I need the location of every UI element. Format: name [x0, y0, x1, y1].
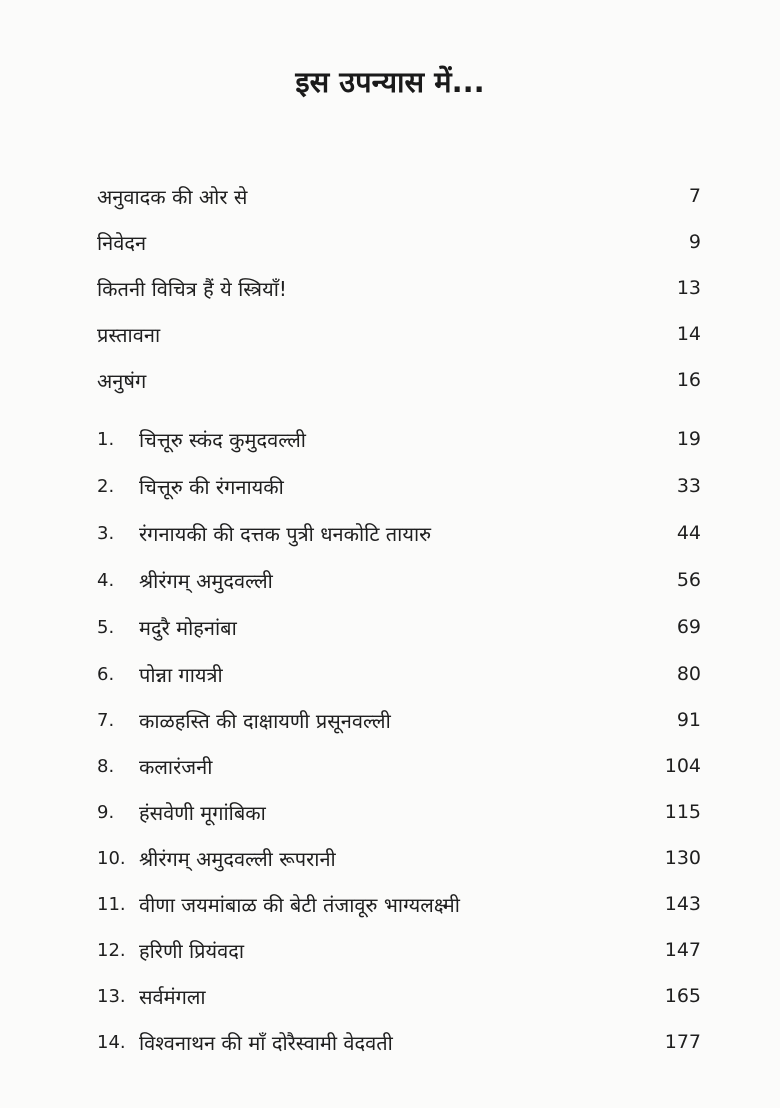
chapter-page: 143 — [664, 893, 701, 915]
chapter-page: 147 — [664, 939, 701, 961]
toc-chapter — [97, 1022, 701, 1062]
page-heading: इस उपन्यास में... — [295, 65, 485, 99]
toc-chapter — [97, 976, 701, 1016]
toc-entry-page: 7 — [688, 185, 701, 207]
chapter-page: 80 — [676, 663, 701, 685]
toc-entry-page: 14 — [676, 323, 701, 345]
chapter-title: वीणा जयमांबाळ की बेटी तंजावूरु भाग्यलक्ष्मी — [139, 892, 460, 917]
chapter-number: 3. — [97, 522, 115, 544]
toc-chapter — [97, 930, 701, 970]
chapter-number: 9. — [97, 801, 115, 823]
toc-entry-title: निवेदन — [97, 230, 147, 255]
toc-chapter — [97, 700, 701, 740]
chapter-title: सर्वमंगला — [139, 984, 206, 1009]
toc-chapter — [97, 607, 701, 647]
chapter-number: 5. — [97, 616, 115, 638]
toc-entry-title: अनुषंग — [97, 368, 147, 393]
chapter-number: 4. — [97, 569, 115, 591]
chapter-title: चित्तूरु की रंगनायकी — [139, 474, 284, 499]
toc-chapter — [97, 419, 701, 459]
chapter-title: रंगनायकी की दत्तक पुत्री धनकोटि तायारु — [139, 521, 432, 546]
chapter-title: कलारंजनी — [139, 754, 213, 779]
chapter-number: 8. — [97, 755, 115, 777]
chapter-title: काळहस्ति की दाक्षायणी प्रसूनवल्ली — [139, 708, 391, 733]
chapter-title: श्रीरंगम् अमुदवल्ली — [139, 568, 273, 593]
chapter-title: हरिणी प्रियंवदा — [139, 938, 245, 963]
chapter-page: 165 — [664, 985, 701, 1007]
toc-chapter — [97, 838, 701, 878]
chapter-page: 177 — [664, 1031, 701, 1053]
chapter-page: 19 — [676, 428, 701, 450]
chapter-title: श्रीरंगम् अमुदवल्ली रूपरानी — [139, 846, 336, 871]
chapter-title: पोन्ना गायत्री — [139, 662, 223, 687]
toc-entry-page: 9 — [688, 231, 701, 253]
chapter-number: 14. — [97, 1031, 126, 1053]
chapter-number: 10. — [97, 847, 126, 869]
chapter-page: 56 — [676, 569, 701, 591]
toc-chapter — [97, 792, 701, 832]
toc-entry-title: प्रस्तावना — [97, 322, 161, 347]
toc-entry — [97, 176, 701, 216]
chapter-number: 2. — [97, 475, 115, 497]
chapter-number: 6. — [97, 663, 115, 685]
chapter-page: 91 — [676, 709, 701, 731]
chapter-number: 13. — [97, 985, 126, 1007]
chapter-page: 69 — [676, 616, 701, 638]
chapter-title: विश्वनाथन की माँ दोरैस्वामी वेदवती — [139, 1030, 393, 1055]
chapter-page: 33 — [676, 475, 701, 497]
toc-entry-title: अनुवादक की ओर से — [97, 184, 248, 209]
toc-chapter — [97, 654, 701, 694]
chapter-number: 11. — [97, 893, 126, 915]
chapter-page: 130 — [664, 847, 701, 869]
toc-chapter — [97, 746, 701, 786]
toc-entry-page: 16 — [676, 369, 701, 391]
toc-entry — [97, 222, 701, 262]
toc-chapter — [97, 884, 701, 924]
toc-chapter — [97, 513, 701, 553]
chapter-title: हंसवेणी मूगांबिका — [139, 800, 266, 825]
chapter-number: 1. — [97, 428, 115, 450]
toc-entry — [97, 268, 701, 308]
toc-chapter — [97, 466, 701, 506]
toc-entry-title: कितनी विचित्र हैं ये स्त्रियाँ! — [97, 276, 287, 301]
toc-chapter — [97, 560, 701, 600]
chapter-title: मदुरै मोहनांबा — [139, 615, 237, 640]
chapter-title: चित्तूरु स्कंद कुमुदवल्ली — [139, 427, 306, 452]
toc-entry-page: 13 — [676, 277, 701, 299]
toc-entry — [97, 360, 701, 400]
chapter-page: 44 — [676, 522, 701, 544]
chapter-page: 104 — [664, 755, 701, 777]
chapter-page: 115 — [664, 801, 701, 823]
chapter-number: 7. — [97, 709, 115, 731]
chapter-number: 12. — [97, 939, 126, 961]
toc-entry — [97, 314, 701, 354]
